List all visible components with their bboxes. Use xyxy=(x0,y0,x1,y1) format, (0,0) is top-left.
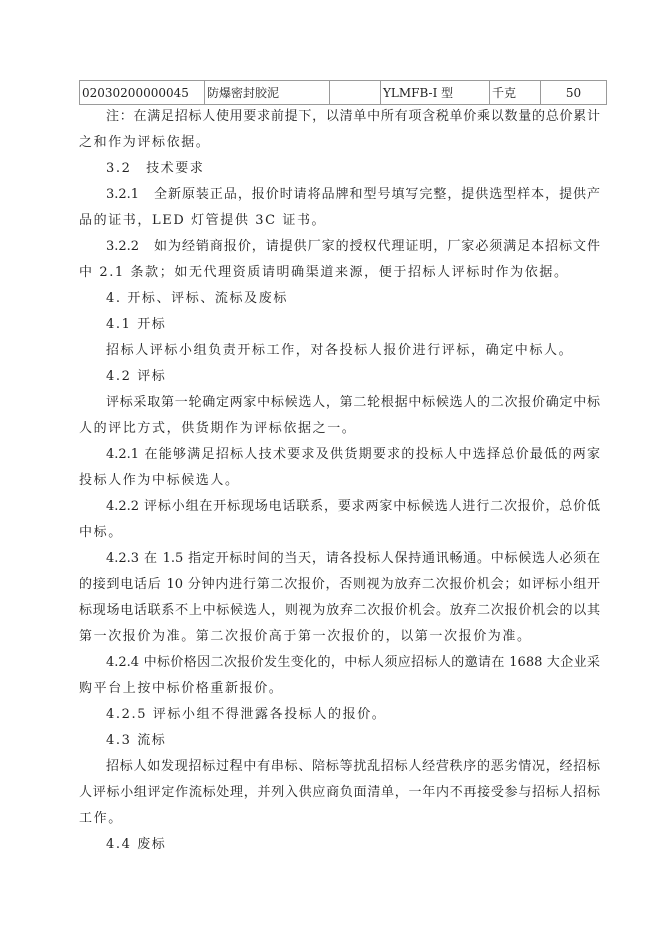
text-line: 标现场电话联系不上中标候选人，则视为放弃二次报价机会。放弃二次报价机会的以其 xyxy=(79,603,600,618)
cell-blank xyxy=(330,81,381,105)
text-line: 4.2.3 在 1.5 指定开标时间的当天，请各投标人保持通讯畅通。中标候选人必须在 xyxy=(106,551,600,566)
text-line: 招标人如发现招标过程中有串标、陪标等扰乱招标人经营秩序的恶劣情况，经招标 xyxy=(106,759,600,774)
paragraph xyxy=(79,494,600,546)
text-line: 4.4 废标 xyxy=(106,837,167,852)
text-line: 中 2.1 条款；如无代理资质请明确渠道来源，便于招标人评标时作为依据。 xyxy=(79,265,569,280)
text-line: 人的评比方式，供货期作为评标依据之一。 xyxy=(79,421,357,436)
text-line: 中标。 xyxy=(79,525,123,540)
cell-code: 02030200000045 xyxy=(80,81,205,105)
paragraph xyxy=(79,312,600,338)
paragraph xyxy=(79,650,600,702)
text-line: 投标人作为中标候选人。 xyxy=(79,473,240,488)
text-line: 3.2 技术要求 xyxy=(106,161,205,176)
paragraph xyxy=(79,104,600,156)
text-line: 第一次报价为准。第二次报价高于第一次报价的，以第一次报价为准。 xyxy=(79,629,532,644)
paragraph xyxy=(79,234,600,286)
paragraph xyxy=(79,182,600,234)
paragraph xyxy=(79,728,600,754)
text-line: 人评标小组评定作流标处理，并列入供应商负面清单，一年内不再接受参与招标人招标 xyxy=(79,785,600,800)
text-line: 的接到电话后 10 分钟内进行第二次报价，否则视为放弃二次报价机会；如评标小组开 xyxy=(79,577,600,592)
paragraph xyxy=(79,546,600,650)
cell-model: YLMFB-I 型 xyxy=(381,81,490,105)
paragraph xyxy=(79,832,600,858)
text-line: 工作。 xyxy=(79,811,123,826)
text-line: 4.3 流标 xyxy=(106,733,167,748)
text-line: 4.1 开标 xyxy=(106,317,167,332)
text-line: 注：在满足招标人使用要求前提下，以清单中所有项含税单价乘以数量的总价累计 xyxy=(106,109,600,124)
text-line: 3.2.2 如为经销商报价，请提供厂家的授权代理证明，厂家必须满足本招标文件 xyxy=(106,239,600,254)
text-line: 4.2 评标 xyxy=(106,369,167,384)
cell-name: 防爆密封胶泥 xyxy=(205,81,330,105)
paragraph xyxy=(79,364,600,390)
paragraph xyxy=(79,156,600,182)
text-line: 之和作为评标依据。 xyxy=(79,135,211,150)
paragraph xyxy=(79,390,600,442)
paragraph xyxy=(79,754,600,832)
text-line: 4. 开标、评标、流标及废标 xyxy=(106,291,288,306)
text-line: 4.2.5 评标小组不得泄露各投标人的报价。 xyxy=(106,707,387,722)
table-row xyxy=(80,81,607,105)
document-body xyxy=(79,104,600,858)
cell-unit: 千克 xyxy=(490,81,541,105)
text-line: 3.2.1 全新原装正品，报价时请将品牌和型号填写完整，提供选型样本，提供产 xyxy=(106,187,600,202)
text-line: 招标人评标小组负责开标工作，对各投标人报价进行评标，确定中标人。 xyxy=(106,343,574,358)
paragraph xyxy=(79,702,600,728)
paragraph xyxy=(79,442,600,494)
paragraph xyxy=(79,286,600,312)
text-line: 4.2.4 中标价格因二次报价发生变化的，中标人须应招标人的邀请在 1688 大企业采 xyxy=(106,655,600,670)
text-line: 4.2.2 评标小组在开标现场电话联系，要求两家中标候选人进行二次报价，总价低 xyxy=(106,499,600,514)
text-line: 评标采取第一轮确定两家中标候选人，第二轮根据中标候选人的二次报价确定中标 xyxy=(106,395,600,410)
text-line: 品的证书，LED 灯管提供 3C 证书。 xyxy=(79,213,327,228)
paragraph xyxy=(79,338,600,364)
text-line: 4.2.1 在能够满足招标人技术要求及供货期要求的投标人中选择总价最低的两家 xyxy=(106,447,600,462)
cell-qty: 50 xyxy=(541,81,607,105)
item-table xyxy=(79,80,607,105)
text-line: 购平台上按中标价格重新报价。 xyxy=(79,681,284,696)
